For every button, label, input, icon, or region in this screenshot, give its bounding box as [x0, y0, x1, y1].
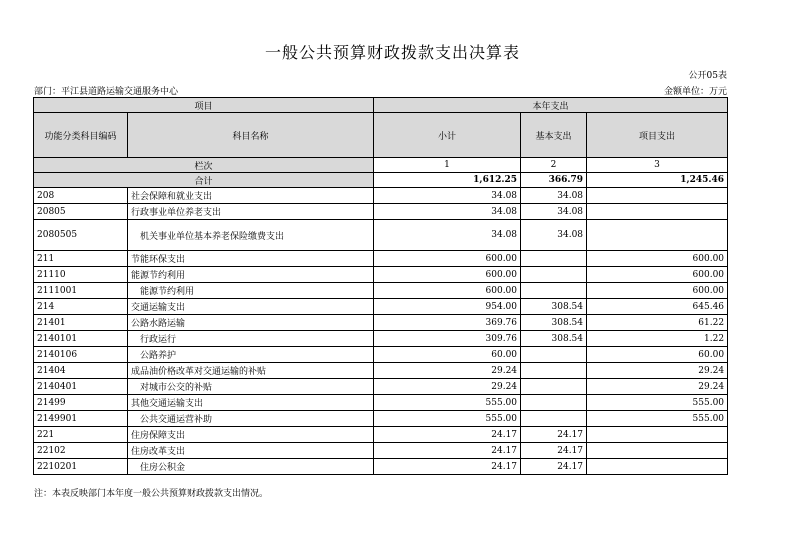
- row-project: 60.00: [587, 347, 728, 363]
- total-basic: 366.79: [521, 173, 587, 188]
- row-subtotal: 600.00: [374, 251, 521, 267]
- row-basic: [521, 251, 587, 267]
- row-project: 600.00: [587, 251, 728, 267]
- row-code: 22102: [34, 443, 128, 459]
- row-code: 21110: [34, 267, 128, 283]
- row-project: 600.00: [587, 283, 728, 299]
- row-project: 645.46: [587, 299, 728, 315]
- row-code: 21401: [34, 315, 128, 331]
- row-subtotal: 24.17: [374, 459, 521, 475]
- total-subtotal: 1,612.25: [374, 173, 521, 188]
- row-project: [587, 427, 728, 443]
- row-subtotal: 555.00: [374, 395, 521, 411]
- row-code: 221: [34, 427, 128, 443]
- row-code: 21499: [34, 395, 128, 411]
- row-name: 成品油价格改革对交通运输的补贴: [128, 363, 374, 379]
- row-name: 社会保障和就业支出: [128, 188, 374, 204]
- page-title: 一般公共预算财政拨款支出决算表: [264, 43, 520, 62]
- row-subtotal: 600.00: [374, 283, 521, 299]
- row-basic: 34.08: [521, 220, 587, 251]
- column-index-1: 1: [374, 158, 521, 173]
- row-basic: [521, 395, 587, 411]
- row-subtotal: 29.24: [374, 379, 521, 395]
- column-index-2: 2: [521, 158, 587, 173]
- row-basic: 24.17: [521, 427, 587, 443]
- table-row: [34, 299, 728, 315]
- row-project: 29.24: [587, 363, 728, 379]
- footnote: 注：本表反映部门本年度一般公共预算财政拨款支出情况。: [34, 489, 269, 499]
- row-basic: 308.54: [521, 315, 587, 331]
- column-index-label: 栏次: [34, 158, 374, 173]
- table-row: [34, 347, 728, 363]
- table-row: [34, 459, 728, 475]
- row-subtotal: 24.17: [374, 443, 521, 459]
- row-code: 21404: [34, 363, 128, 379]
- row-project: [587, 443, 728, 459]
- table-row: [34, 267, 728, 283]
- expenditure-table: [33, 97, 728, 475]
- row-name: 其他交通运输支出: [128, 395, 374, 411]
- row-name: 住房保障支出: [128, 427, 374, 443]
- table-row: [34, 395, 728, 411]
- row-name: 公路养护: [128, 347, 374, 363]
- row-project: 600.00: [587, 267, 728, 283]
- row-subtotal: 34.08: [374, 204, 521, 220]
- total-project: 1,245.46: [587, 173, 728, 188]
- row-subtotal: 600.00: [374, 267, 521, 283]
- row-project: [587, 204, 728, 220]
- row-project: 61.22: [587, 315, 728, 331]
- table-row: [34, 188, 728, 204]
- row-code: 2149901: [34, 411, 128, 427]
- row-project: 1.22: [587, 331, 728, 347]
- header-subtotal: 小计: [374, 113, 521, 158]
- table-row: [34, 220, 728, 251]
- row-code: 2140106: [34, 347, 128, 363]
- table-row: [34, 379, 728, 395]
- row-project: 29.24: [587, 379, 728, 395]
- table-row: [34, 283, 728, 299]
- row-basic: [521, 267, 587, 283]
- row-basic: 308.54: [521, 299, 587, 315]
- row-basic: 24.17: [521, 443, 587, 459]
- row-subtotal: 954.00: [374, 299, 521, 315]
- row-code: 2210201: [34, 459, 128, 475]
- row-code: 211: [34, 251, 128, 267]
- row-basic: [521, 283, 587, 299]
- row-name: 公共交通运营补助: [128, 411, 374, 427]
- header-current-year: 本年支出: [374, 98, 728, 113]
- row-name: 公路水路运输: [128, 315, 374, 331]
- row-basic: [521, 363, 587, 379]
- row-project: [587, 220, 728, 251]
- row-subtotal: 34.08: [374, 220, 521, 251]
- row-name: 住房公积金: [128, 459, 374, 475]
- row-name: 机关事业单位基本养老保险缴费支出: [128, 220, 374, 251]
- row-project: [587, 188, 728, 204]
- row-subtotal: 34.08: [374, 188, 521, 204]
- row-project: 555.00: [587, 395, 728, 411]
- row-subtotal: 309.76: [374, 331, 521, 347]
- row-name: 交通运输支出: [128, 299, 374, 315]
- row-basic: [521, 411, 587, 427]
- table-row: [34, 251, 728, 267]
- row-basic: 24.17: [521, 459, 587, 475]
- header-code: 功能分类科目编码: [34, 113, 128, 158]
- table-row: [34, 443, 728, 459]
- table-row: [34, 411, 728, 427]
- row-code: 20805: [34, 204, 128, 220]
- row-name: 能源节约利用: [128, 267, 374, 283]
- row-name: 节能环保支出: [128, 251, 374, 267]
- table-row: [34, 331, 728, 347]
- row-code: 208: [34, 188, 128, 204]
- row-basic: 34.08: [521, 188, 587, 204]
- row-code: 2140101: [34, 331, 128, 347]
- row-name: 能源节约利用: [128, 283, 374, 299]
- row-subtotal: 24.17: [374, 427, 521, 443]
- total-label: 合计: [34, 173, 374, 188]
- row-basic: [521, 347, 587, 363]
- row-name: 对城市公交的补贴: [128, 379, 374, 395]
- form-number: 公开05表: [688, 71, 727, 81]
- row-code: 2080505: [34, 220, 128, 251]
- table-row: [34, 427, 728, 443]
- row-subtotal: 29.24: [374, 363, 521, 379]
- header-basic: 基本支出: [521, 113, 587, 158]
- row-name: 住房改革支出: [128, 443, 374, 459]
- header-project: 项目支出: [587, 113, 728, 158]
- row-subtotal: 60.00: [374, 347, 521, 363]
- table-row: [34, 363, 728, 379]
- row-code: 2111001: [34, 283, 128, 299]
- row-project: 555.00: [587, 411, 728, 427]
- row-code: 214: [34, 299, 128, 315]
- table-row: [34, 315, 728, 331]
- row-code: 2140401: [34, 379, 128, 395]
- row-subtotal: 555.00: [374, 411, 521, 427]
- unit-label: 金额单位：万元: [663, 87, 727, 97]
- table-row: [34, 204, 728, 220]
- row-name: 行政运行: [128, 331, 374, 347]
- header-item: 项目: [34, 98, 374, 113]
- row-name: 行政事业单位养老支出: [128, 204, 374, 220]
- column-index-3: 3: [587, 158, 728, 173]
- header-name: 科目名称: [128, 113, 374, 158]
- row-basic: 308.54: [521, 331, 587, 347]
- row-basic: [521, 379, 587, 395]
- department-label: 部门：平江县道路运输交通服务中心: [34, 87, 179, 97]
- row-basic: 34.08: [521, 204, 587, 220]
- row-subtotal: 369.76: [374, 315, 521, 331]
- row-project: [587, 459, 728, 475]
